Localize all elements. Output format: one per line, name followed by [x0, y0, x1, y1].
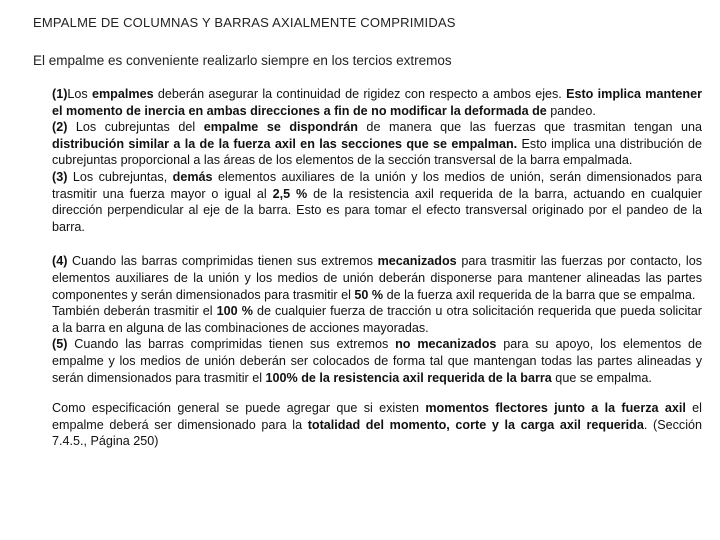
paragraph-3 [52, 169, 702, 235]
paragraph-number: (5) [52, 337, 68, 352]
paragraph-text: el empalme deberá ser dimensionado para la [52, 401, 702, 432]
paragraph-number: (4) [52, 254, 68, 269]
paragraph-text: . (Sección 7.4.5., Página 250) [52, 417, 702, 449]
paragraph-bold-text: distribución similar a la de la fuerza axil en las secciones que se empalman. [52, 136, 518, 151]
paragraph-bold-text: totalidad del momento, corte y la carga axil requerida [307, 417, 644, 432]
paragraph-bold-text: empalme se dispondrán [203, 120, 358, 135]
paragraph-text: para trasmitir las fuerzas por contacto, los elementos auxiliares de la unión y los medios de unión deberán disponerse para mantener alineadas las partes componentes y serán dimensionados para trasmitir el [52, 254, 703, 302]
paragraph-text: de cualquier fuerza de tracción u otra solicitación requerida que pueda solicitar a la barra en alguna de las combinaciones de acciones mayoradas. [52, 304, 702, 335]
paragraph-text: pandeo. [546, 103, 596, 118]
paragraph-bold-text: 50 % [354, 287, 384, 302]
paragraph-spacer [52, 386, 702, 400]
paragraph-text: de la fuerza axil requerida de la barra que se empalma. [383, 287, 696, 302]
paragraph-4b [52, 303, 702, 336]
paragraph-bold-text: Esto implica mantener el momento de inercia en ambas direcciones a fin de no modificar la deformada de [52, 87, 702, 118]
paragraph-6 [52, 400, 702, 450]
paragraph-spacer [52, 235, 702, 253]
paragraph-bold-text: mecanizados [377, 254, 457, 269]
paragraph-2 [52, 119, 702, 169]
slide-subtitle: El empalme es conveniente realizarlo siempre en los tercios extremos [33, 53, 452, 68]
paragraph-5 [52, 336, 702, 386]
paragraph-bold-text: empalmes [91, 87, 154, 101]
paragraph-bold-text: demás [172, 169, 213, 184]
paragraph-4 [52, 253, 702, 303]
paragraph-text: Cuando las barras comprimidas tienen sus extremos [67, 254, 378, 269]
paragraph-text: También deberán trasmitir el [52, 304, 217, 319]
paragraph-text: deberán asegurar la continuidad de rigidez con respecto a ambos ejes. [153, 87, 567, 101]
paragraph-number: (3) [52, 169, 68, 184]
paragraph-bold-text: 100% de la resistencia axil requerida de la barra [265, 370, 552, 385]
paragraph-1 [52, 86, 702, 119]
paragraph-text: Los cubrejuntas del [67, 120, 204, 135]
slide-title: EMPALME DE COLUMNAS Y BARRAS AXIALMENTE COMPRIMIDAS [33, 15, 456, 30]
paragraph-text: Cuando las barras comprimidas tienen sus extremos [67, 337, 396, 352]
paragraph-bold-text: 2,5 % [272, 186, 308, 201]
paragraph-bold-text: momentos flectores junto a la fuerza axil [425, 401, 686, 416]
paragraph-text: elementos auxiliares de la unión y los medios de unión, serán dimensionados para trasmitir una fuerza mayor o igual al [52, 169, 702, 201]
paragraph-text: Los [67, 87, 92, 101]
paragraph-text: de la resistencia axil requerida de la barra, actuando en cualquier dirección perpendicular al eje de la barra. Esto es para tomar el efecto transversal originado por el pandeo de la barra. [52, 186, 702, 234]
paragraph-text: para su apoyo, los elementos de empalme y los medios de unión deberán ser colocados de forma tal que mantengan todas las partes alineadas y serán dimensionados para trasmitir el [52, 337, 702, 385]
paragraph-bold-text: 100 % [216, 304, 253, 319]
paragraph-bold-text: no mecanizados [395, 337, 497, 352]
scanned-document [52, 86, 702, 532]
paragraph-text: Los cubrejuntas, [67, 169, 173, 184]
paragraph-number: (2) [52, 120, 68, 135]
paragraph-number: (1) [52, 87, 68, 101]
paragraph-text: que se empalma. [551, 370, 652, 385]
paragraph-text: de manera que las fuerzas que trasmitan tengan una [357, 120, 703, 135]
paragraph-text: Como especificación general se puede agregar que si existen [52, 401, 426, 416]
paragraph-text: Esto implica una distribución de cubrejuntas proporcional a las áreas de los elementos de la sección transversal de la barra empalmada. [52, 136, 702, 168]
